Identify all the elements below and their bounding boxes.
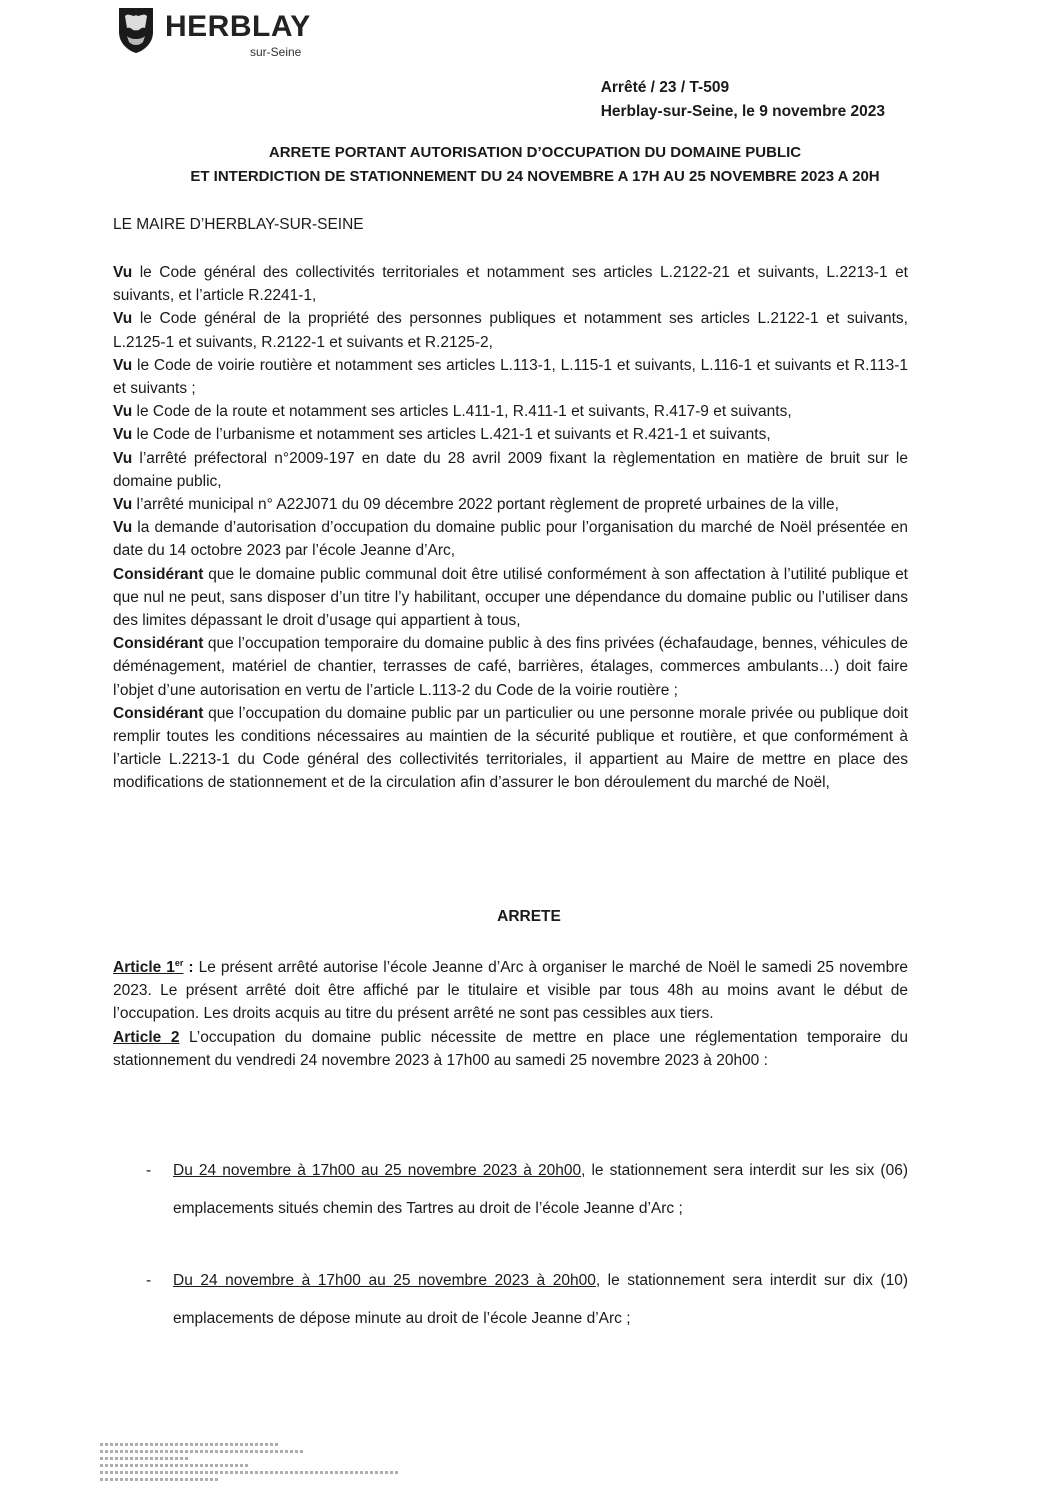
list-item: - Du 24 novembre à 17h00 au 25 novembre 2023 à 20h00, le stationnement sera interdit sur les six (06) emplacements situés chemin des Tartres au droit de l’école Jeanne d’Arc ; xyxy=(146,1152,908,1228)
recital: Considérant que l’occupation du domaine public par un particulier ou une personne morale privée ou publique doit remplir toutes les conditions nécessaires au maintien de la sécurité publique et routière, et que conformément à l’article L.2213-1 du Code général des collectivités territoriales, il appartient au Maire de mettre en place des modifications de stationnement et de la circulation afin d’assurer le bon déroulement du marché de Noël, xyxy=(113,704,908,792)
place-date: Herblay-sur-Seine, le 9 novembre 2023 xyxy=(600,103,885,120)
recital: Vu l’arrêté préfectoral n°2009-197 en date du 28 avril 2009 fixant la règlementation en matière de bruit sur le domaine public, xyxy=(113,449,908,490)
recitals xyxy=(113,261,908,795)
dash-bullet-icon: - xyxy=(146,1162,152,1179)
recital: Considérant que l’occupation temporaire du domaine public à des fins privées (échafaudage, bennes, véhicules de déménagement, matériel de chantier, terrasses de café, barrières, étalages, commerces ambulants…) doit faire l’objet d’une autorisation en vertu de l’article L.113-2 du Code de la voirie routière ; xyxy=(113,635,908,699)
recital: Vu le Code général des collectivités territoriales et notamment ses articles L.2122-21 et suivants, L.2213-1 et suivants, et l’article R.2241-1, xyxy=(113,264,908,305)
document-title xyxy=(95,141,975,189)
recital: Vu l’arrêté municipal n° A22J071 du 09 décembre 2022 portant règlement de propreté urbaines de la ville, xyxy=(113,496,839,514)
mayor-heading: LE MAIRE D’HERBLAY-SUR-SEINE xyxy=(113,216,364,233)
recital: Vu le Code général de la propriété des personnes publiques et notamment ses articles L.2122-1 et suivants, L.2125-1 et suivants, R.2122-1 et suivants et R.2125-2, xyxy=(113,310,908,351)
decree-number: Arrêté / 23 / T-509 xyxy=(600,79,730,96)
recital: Vu le Code de voirie routière et notamment ses articles L.113-1, L.115-1 et suivants, L.116-1 et suivants et R.113-1 et suivants ; xyxy=(113,356,908,398)
recital: Vu le Code de la route et notamment ses articles L.411-1, R.411-1 et suivants, R.417-9 et suivants, xyxy=(113,403,792,421)
arrete-heading: ARRETE xyxy=(497,908,561,925)
coat-of-arms-icon xyxy=(117,6,155,54)
articles xyxy=(113,956,908,1072)
dash-bullet-icon: - xyxy=(146,1272,152,1289)
list-item: - Du 24 novembre à 17h00 au 25 novembre 2023 à 20h00, le stationnement sera interdit sur dix (10) emplacements de dépose minute au droit de l’école Jeanne d’Arc ; xyxy=(146,1262,908,1338)
logo-subtitle: sur-Seine xyxy=(250,45,302,59)
title-line-1: ARRETE PORTANT AUTORISATION D’OCCUPATION DU DOMAINE PUBLIC xyxy=(268,144,802,161)
article-1-label: Article 1er xyxy=(113,957,184,976)
recital: Considérant que le domaine public communal doit être utilisé conformément à son affectation à l’utilité publique et que nul ne peut, sans disposer d’un titre l’y habilitant, occuper une dépendance du domaine public ou l’utiliser dans des limites dépassant le droit d’usage qui appartient à tous, xyxy=(113,565,908,630)
article-1: Article 1er : Le présent arrêté autorise l’école Jeanne d’Arc à organiser le marché de Noël le samedi 25 novembre 2023. Le présent arrêté doit être affiché par le titulaire et visible par tous 48h au moins avant le début de l’occupation. Les droits acquis au titre du présent arrêté ne sont pas cessibles aux tiers. xyxy=(113,957,908,1023)
title-line-2: ET INTERDICTION DE STATIONNEMENT DU 24 NOVEMBRE A 17H AU 25 NOVEMBRE 2023 A 20H xyxy=(190,168,880,185)
herblay-logo xyxy=(117,6,357,62)
recital: Vu le Code de l’urbanisme et notamment ses articles L.421-1 et suivants et R.421-1 et suivants, xyxy=(113,426,771,444)
recital: Vu la demande d’autorisation d’occupation du domaine public pour l’organisation du marché de Noël présentée en date du 14 octobre 2023 par l’école Jeanne d’Arc, xyxy=(113,519,908,560)
footer-address-block xyxy=(100,1443,410,1485)
logo-name: HERBLAY xyxy=(165,10,311,43)
article-2: Article 2 L’occupation du domaine public nécessite de mettre en place une réglementation temporaire du stationnement du vendredi 24 novembre 2023 à 17h00 au samedi 25 novembre 2023 à 20h00 : xyxy=(113,1028,909,1069)
decree-reference-block xyxy=(601,76,885,124)
article-2-label: Article 2 xyxy=(113,1028,180,1046)
